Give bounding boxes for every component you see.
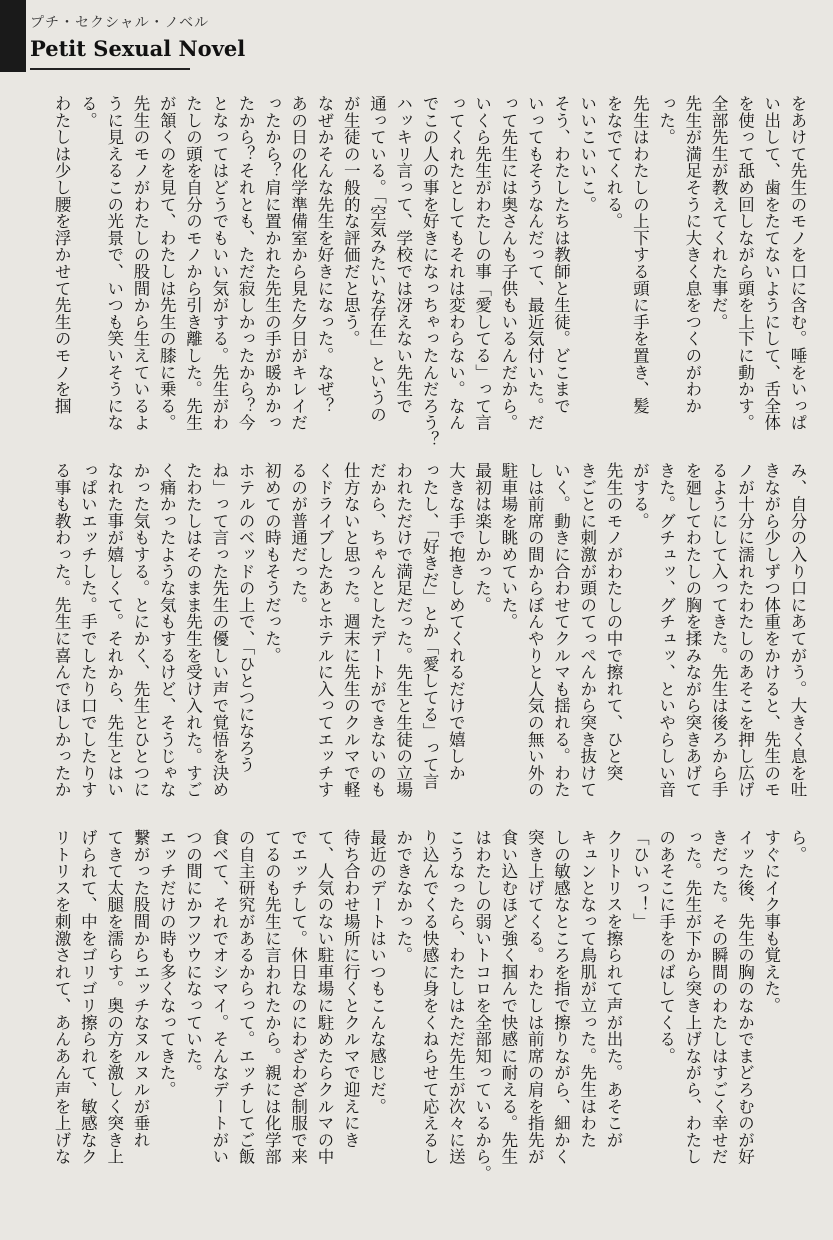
text-column: きながら少しずつ体重をかけると、先生のモ <box>761 462 781 798</box>
text-column: 「ひいっ！」 <box>630 829 650 930</box>
text-column: る事も教わった。先生に喜んでほしかったか <box>52 462 72 798</box>
text-column: 通っている。「空気みたいな存在」というの <box>367 95 387 423</box>
text-column: 先生が満足そうに大きく息をつくのがわか <box>682 95 702 415</box>
text-column: った。先生が下から突き上げながら、わたし <box>682 829 702 1165</box>
text-column: あの日の化学準備室から見た夕日がキレイだ <box>288 95 308 431</box>
text-column: わたしは少し腰を浮かせて先生のモノを掴 <box>52 95 72 415</box>
text-column: ったから？肩に置かれた先生の手が暖かかっ <box>262 95 282 431</box>
text-column: ったし、「好きだ」とか「愛してる」って言 <box>420 462 440 790</box>
text-column: はわたしの弱いトコロを全部知っているから。 <box>472 829 492 1182</box>
text-column: クリトリスを擦られて声が出た。あそこが <box>604 829 624 1149</box>
text-column: たしの頭を自分のモノから引き離した。先生 <box>183 95 203 431</box>
text-column: のあそこに手をのばしてくる。 <box>656 829 676 1065</box>
text-column: 大きな手で抱きしめてくれるだけで嬉しか <box>446 462 466 782</box>
text-column: て、人気のない駐車場に駐めたらクルマの中 <box>314 829 334 1165</box>
text-column: ね」って言った先生の優しい声で覚悟を決め <box>209 462 229 798</box>
text-column: エッチだけの時も多くなってきた。 <box>157 829 177 1098</box>
text-column: なれた事が嬉しくて。それから、先生とはい <box>104 462 124 798</box>
header-rule <box>30 68 190 70</box>
text-column: ノが十分に濡れたわたしのあそこを押し広げ <box>735 462 755 798</box>
text-column: いってもそうなんだって、最近気付いた。だ <box>525 95 545 431</box>
text-column: いいこいいこ。 <box>577 95 597 213</box>
text-column: うに見えるこの光景で、いつも笑いそうにな <box>104 95 124 431</box>
text-column: イッた後、先生の胸のなかでまどろむのが好 <box>735 829 755 1165</box>
text-column: の自主研究があるからって。エッチしてご飯 <box>236 829 256 1165</box>
text-tier-bottom <box>45 829 807 1182</box>
text-column: かった気もする。とにかく、先生とひとつに <box>130 462 150 798</box>
text-column: すぐにイク事も覚えた。 <box>761 829 781 1014</box>
text-column: 駐車場を眺めていた。 <box>498 462 518 630</box>
header-side-bar <box>0 0 26 72</box>
text-column: 初めての時もそうだった。 <box>262 462 282 664</box>
text-column: てるのも先生に言われたから。親には化学部 <box>262 829 282 1165</box>
text-column: ら。 <box>788 829 807 863</box>
text-column: きごとに刺激が頭のてっぺんから突き抜けて <box>577 462 597 798</box>
text-column: ってくれたとしてもそれは変わらない。なん <box>446 95 466 431</box>
text-column: なぜかそんな先生を好きになった。なぜ？ <box>314 95 334 415</box>
text-column: いく。動きに合わせてクルマも揺れる。わた <box>551 462 571 798</box>
text-column: をあけて先生のモノを口に含む。唾をいっぱ <box>788 95 807 431</box>
text-column: るようにして入ってきた。先生は後ろから手 <box>709 462 729 798</box>
text-column: り込んでくる快感に身をくねらせて応えるし <box>420 829 440 1165</box>
text-column: げられて、中をゴリゴリ擦られて、敏感なク <box>78 829 98 1165</box>
text-column: かできなかった。 <box>393 829 413 964</box>
text-column: る。 <box>78 95 98 129</box>
text-column: く痛かったような気もするけど、そうじゃな <box>157 462 177 798</box>
text-column: ハッキリ言って、学校では冴えない先生で <box>393 95 413 415</box>
text-column: 最初は楽しかった。 <box>472 462 492 614</box>
text-column: るのが普通だった。 <box>288 462 308 614</box>
page-header <box>30 12 330 72</box>
text-column: 繋がった股間からエッチなヌルヌルが垂れ <box>130 829 150 1149</box>
text-column: てきて太腿を濡らす。奥の方を激しく突き上 <box>104 829 124 1165</box>
text-column: たから？それとも、ただ寂しかったから？今 <box>236 95 256 431</box>
text-column: でこの人の事を好きになっちゃったんだろう？ <box>420 95 440 448</box>
text-column: 食べて、それでオシマイ。そんなデートがい <box>209 829 229 1165</box>
text-column: しは前席の間からぼんやりと人気の無い外の <box>525 462 545 798</box>
text-column: 待ち合わせ場所に行くとクルマで迎えにき <box>341 829 361 1149</box>
text-tier-top <box>45 95 807 448</box>
text-column: 仕方ないと思った。週末に先生のクルマで軽 <box>341 462 361 798</box>
text-column: み、自分の入り口にあてがう。大きく息を吐 <box>788 462 807 798</box>
text-column: となってはどうでもいい気がする。先生がわ <box>209 95 229 431</box>
text-column: いくら先生がわたしの事「愛してる」って言 <box>472 95 492 431</box>
text-column: 先生はわたしの上下する頭に手を置き、髪 <box>630 95 650 415</box>
text-column: つの間にかフツウになっていた。 <box>183 829 203 1081</box>
text-column: を使って舐め回しながら頭を上下に動かす。 <box>735 95 755 431</box>
text-column: 最近のデートはいつもこんな感じだ。 <box>367 829 387 1115</box>
text-column: が頷くのを見て、わたしは先生の膝に乗る。 <box>157 95 177 431</box>
text-column: 突き上げてくる。わたしは前席の肩を指先が <box>525 829 545 1165</box>
text-column: 先生のモノがわたしの中で擦れて、ひと突 <box>604 462 624 782</box>
text-column: 先生のモノがわたしの股間から生えているよ <box>130 95 150 431</box>
text-column: たわたしはそのまま先生を受け入れた。すご <box>183 462 203 798</box>
text-column: 食い込むほど強く掴んで快感に耐える。先生 <box>498 829 518 1165</box>
text-column: くドライブしたあとホテルに入ってエッチす <box>314 462 334 798</box>
text-column: きだった。その瞬間のわたしはすごく幸せだ <box>709 829 729 1165</box>
text-column: でエッチして。休日なのにわざわざ制服で来 <box>288 829 308 1165</box>
text-column: ホテルのベッドの上で、「ひとつになろう <box>236 462 256 773</box>
text-column: きた。グチュッ、グチュッ、といやらしい音 <box>656 462 676 798</box>
text-column: リトリスを刺激されて、あんあん声を上げな <box>52 829 72 1165</box>
text-column: い出して、歯をたてないようにして、舌全体 <box>761 95 781 431</box>
text-column: そう、わたしたちは教師と生徒。どこまで <box>551 95 571 415</box>
text-column: だから、ちゃんとしたデートができないのも <box>367 462 387 798</box>
text-column: がする。 <box>630 462 650 530</box>
series-title: Petit Sexual Novel <box>30 36 246 61</box>
text-column: を廻してわたしの胸を揉みながら突きあげて <box>682 462 702 798</box>
text-column: って先生には奥さんも子供もいるんだから。 <box>498 95 518 431</box>
text-tier-middle <box>45 462 807 798</box>
text-column: しの敏感なところを指で擦りながら、細かく <box>551 829 571 1165</box>
text-column: っぱいエッチした。手でしたり口でしたりす <box>78 462 98 798</box>
text-column: こうなったら、わたしはただ先生が次々に送 <box>446 829 466 1165</box>
text-column: った。 <box>656 95 676 146</box>
text-column: が生徒の一般的な評価だと思う。 <box>341 95 361 347</box>
series-kicker: プチ・セクシャル・ノベル <box>30 15 210 31</box>
text-column: 全部先生が教えてくれた事だ。 <box>709 95 729 331</box>
text-column: われただけで満足だった。先生と生徒の立場 <box>393 462 413 798</box>
text-column: キュンとなって鳥肌が立った。先生はわた <box>577 829 597 1149</box>
text-column: をなでてくれる。 <box>604 95 624 230</box>
